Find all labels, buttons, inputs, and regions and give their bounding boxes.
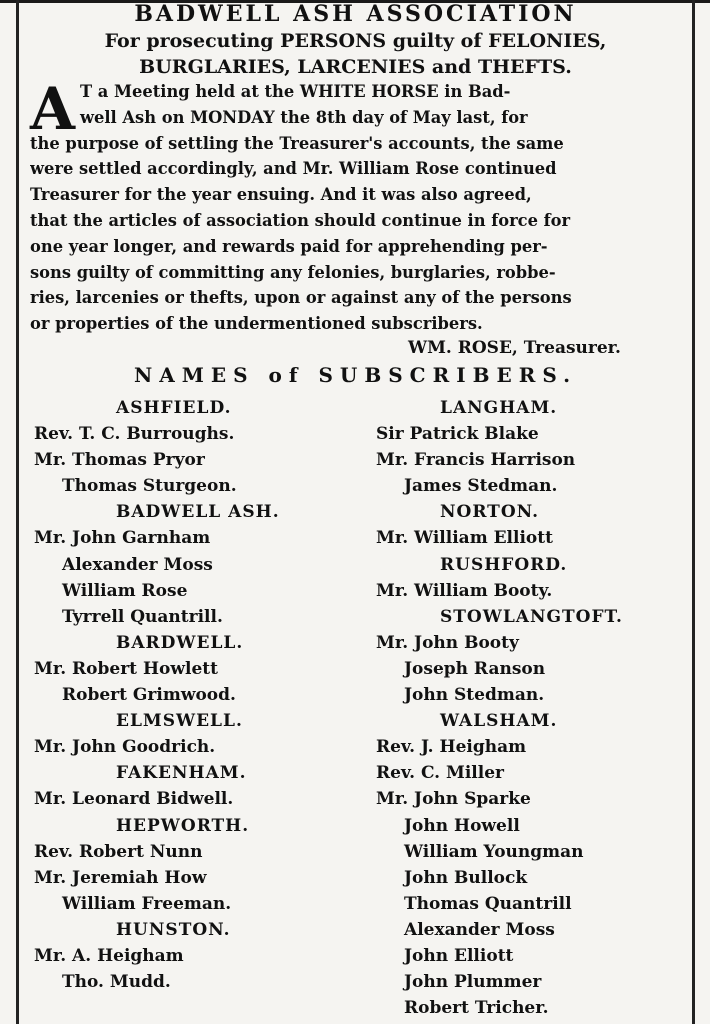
subscriber-name: Mr. John Goodrich. [34, 737, 216, 758]
subscriber-name: Mr. William Elliott [376, 528, 553, 549]
parish-heading: STOWLANGTOFT. [440, 606, 623, 627]
notice-line: sons guilty of committing any felonies, burglaries, robbe- [30, 262, 556, 282]
notice-line: Treasurer for the year ensuing. And it was also agreed, [30, 185, 532, 205]
subscriber-name: Rev. T. C. Burroughs. [34, 424, 235, 445]
subscriber-name: John Stedman. [404, 685, 545, 706]
subscriber-name: Tho. Mudd. [62, 972, 171, 993]
subscriber-name: Mr. A. Heigham [34, 945, 184, 966]
right-border-rule [692, 0, 695, 1024]
subscriber-name: Mr. Francis Harrison [376, 450, 576, 471]
subscriber-name: Robert Grimwood. [62, 685, 236, 706]
subscriber-name: Joseph Ranson [404, 658, 546, 679]
subscriber-name: Mr. Thomas Pryor [34, 450, 205, 471]
subscriber-name: Rev. Robert Nunn [34, 841, 203, 862]
meeting-notice [30, 75, 686, 337]
subscriber-name: William Freeman. [62, 893, 232, 914]
parish-heading: BADWELL ASH. [116, 502, 280, 523]
parish-heading: RUSHFORD. [440, 554, 568, 575]
subscriber-name: Sir Patrick Blake [376, 424, 539, 445]
subscriber-name: Alexander Moss [62, 554, 213, 575]
parish-heading: BARDWELL. [116, 632, 244, 653]
association-subtitle-line2: BURGLARIES, LARCENIES and THEFTS. [139, 56, 572, 78]
subscriber-name: Rev. C. Miller [376, 763, 504, 784]
subscriber-name: Thomas Quantrill [404, 893, 572, 914]
subscriber-name: Robert Tricher. [404, 998, 549, 1019]
notice-line: or properties of the undermentioned subscribers. [30, 314, 483, 334]
notice-line: were settled accordingly, and Mr. William Rose continued [30, 159, 557, 179]
notice-line: the purpose of settling the Treasurer's accounts, the same [30, 133, 564, 153]
subscriber-name: Rev. J. Heigham [376, 737, 527, 758]
subscriber-name: Mr. Leonard Bidwell. [34, 789, 234, 810]
subscriber-name: Mr. Robert Howlett [34, 658, 218, 679]
subscriber-name: Mr. William Booty. [376, 580, 553, 601]
subscriber-name: John Elliott [404, 945, 514, 966]
subscriber-name: Alexander Moss [404, 919, 555, 940]
subscribers-left-column [30, 395, 350, 995]
subscribers-heading: NAMES of SUBSCRIBERS. [133, 363, 578, 387]
subscriber-name: John Plummer [404, 972, 542, 993]
parish-heading: LANGHAM. [440, 398, 558, 418]
parish-heading: WALSHAM. [440, 711, 558, 732]
parish-heading: NORTON. [440, 502, 540, 523]
subscriber-name: Tyrrell Quantrill. [62, 606, 223, 627]
left-border-rule [16, 0, 19, 1024]
notice-line: T a Meeting held at the WHITE HORSE in Bad- [80, 82, 511, 101]
parish-heading: ASHFIELD. [116, 398, 232, 418]
subscriber-name: Thomas Sturgeon. [62, 476, 237, 497]
subscribers-right-column [372, 395, 690, 1021]
parish-heading: FAKENHAM. [116, 763, 247, 784]
subscriber-name: William Rose [62, 580, 188, 601]
drop-cap: A [30, 75, 76, 143]
treasurer-signature: WM. ROSE, Treasurer. [408, 338, 621, 358]
association-title: BADWELL ASH ASSOCIATION [134, 1, 577, 27]
notice-line: ries, larcenies or thefts, upon or against any of the persons [30, 288, 572, 308]
parish-heading: ELMSWELL. [116, 711, 243, 732]
subscriber-name: John Howell [404, 815, 520, 836]
notice-line: that the articles of association should continue in force for [30, 210, 571, 230]
subscriber-name: Mr. Jeremiah How [34, 867, 207, 888]
subscriber-name: William Youngman [404, 841, 584, 862]
association-subtitle-line1: For prosecuting PERSONS guilty of FELONIES, [104, 30, 607, 52]
subscriber-name: Mr. John Garnham [34, 528, 211, 549]
subscriber-name: James Stedman. [404, 476, 558, 497]
notice-line: well Ash on MONDAY the 8th day of May last, for [80, 107, 528, 127]
parish-heading: HUNSTON. [116, 919, 231, 940]
subscriber-name: John Bullock [404, 867, 528, 888]
parish-heading: HEPWORTH. [116, 815, 250, 836]
notice-line: one year longer, and rewards paid for apprehending per- [30, 236, 548, 256]
subscriber-name: Mr. John Booty [376, 632, 519, 653]
subscriber-name: Mr. John Sparke [376, 789, 531, 810]
